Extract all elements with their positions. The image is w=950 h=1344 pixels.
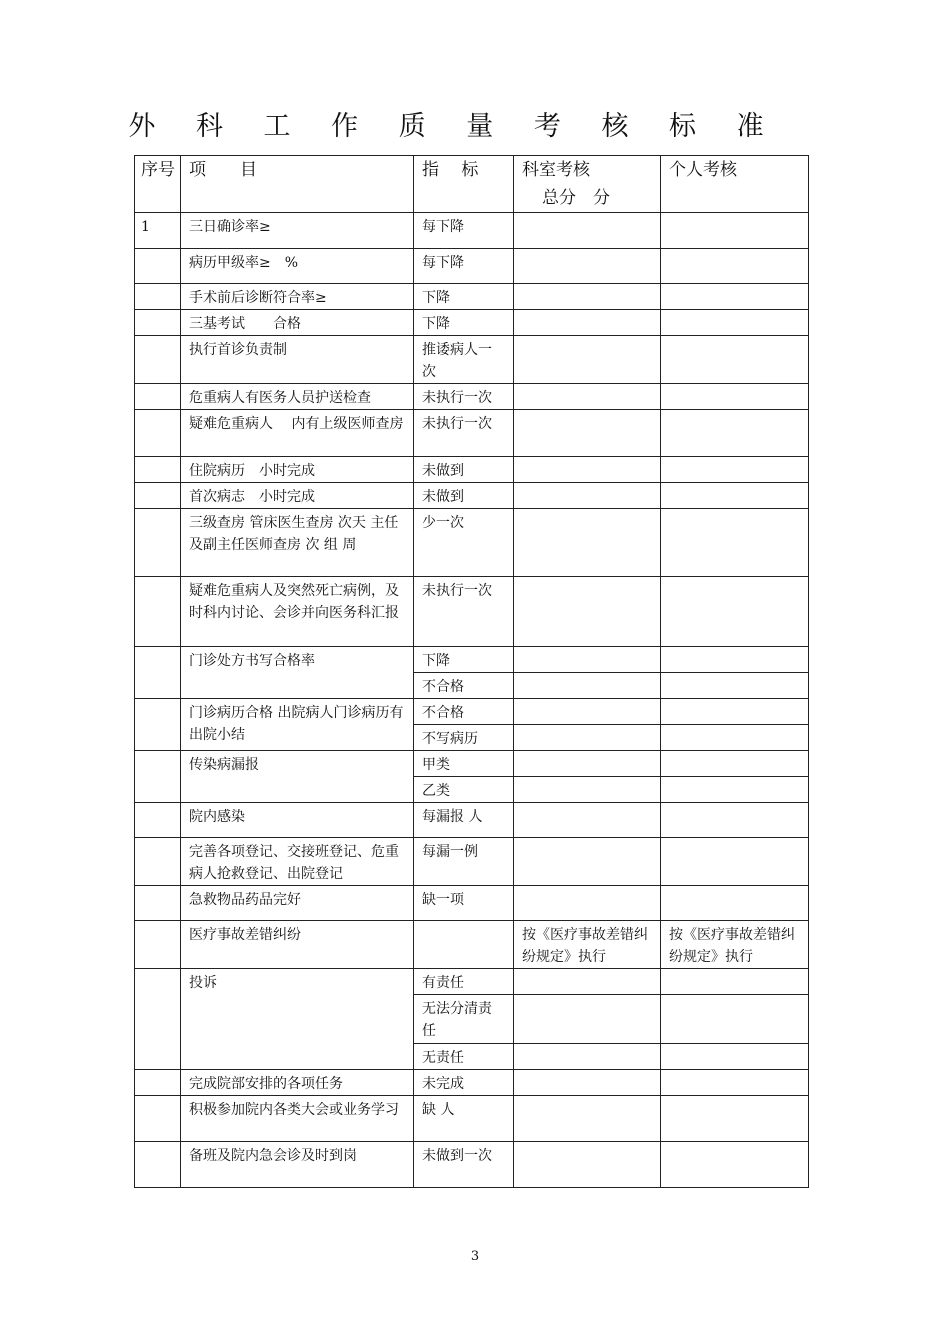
row-personal — [661, 838, 809, 886]
row-seq: 1 — [135, 213, 181, 249]
row-dept — [514, 995, 661, 1044]
row-indicator: 无法分清责任 — [414, 995, 514, 1044]
row-indicator: 甲类 — [414, 751, 514, 777]
row-dept — [514, 699, 661, 725]
row-personal — [661, 886, 809, 921]
row-indicator: 未执行一次 — [414, 577, 514, 647]
row-item: 三日确诊率≥ — [181, 213, 414, 249]
table-row — [135, 699, 809, 725]
row-dept — [514, 886, 661, 921]
row-personal — [661, 1096, 809, 1142]
row-item: 疑难危重病人及突然死亡病例，及时科内讨论、会诊并向医务科汇报 — [181, 577, 414, 647]
row-dept — [514, 410, 661, 457]
table-row — [135, 509, 809, 577]
row-item: 危重病人有医务人员护送检查 — [181, 384, 414, 410]
table-row — [135, 336, 809, 384]
row-seq — [135, 751, 181, 803]
row-personal — [661, 384, 809, 410]
row-dept — [514, 751, 661, 777]
row-indicator: 每下降 — [414, 213, 514, 249]
row-indicator — [414, 921, 514, 969]
row-item: 积极参加院内各类大会或业务学习 — [181, 1096, 414, 1142]
row-personal — [661, 995, 809, 1044]
row-seq — [135, 336, 181, 384]
row-item: 门诊处方书写合格率 — [181, 647, 414, 699]
row-item: 完成院部安排的各项任务 — [181, 1070, 414, 1096]
table-row — [135, 838, 809, 886]
row-seq — [135, 886, 181, 921]
assessment-table — [134, 155, 809, 1188]
row-dept — [514, 249, 661, 284]
header-seq: 序号 — [135, 156, 181, 213]
row-item: 住院病历 小时完成 — [181, 457, 414, 483]
row-seq — [135, 577, 181, 647]
row-item: 医疗事故差错纠纷 — [181, 921, 414, 969]
row-item: 备班及院内急会诊及时到岗 — [181, 1142, 414, 1188]
row-indicator: 未完成 — [414, 1070, 514, 1096]
row-personal — [661, 1142, 809, 1188]
table-row — [135, 249, 809, 284]
row-indicator: 未执行一次 — [414, 410, 514, 457]
table-row — [135, 751, 809, 777]
table-row — [135, 1070, 809, 1096]
row-seq — [135, 647, 181, 699]
table-row — [135, 577, 809, 647]
row-dept — [514, 725, 661, 751]
row-seq — [135, 921, 181, 969]
row-personal — [661, 699, 809, 725]
row-personal: 按《医疗事故差错纠纷规定》执行 — [661, 921, 809, 969]
row-personal — [661, 410, 809, 457]
row-indicator: 每下降 — [414, 249, 514, 284]
row-dept — [514, 483, 661, 509]
row-item: 三基考试 合格 — [181, 310, 414, 336]
row-indicator: 未执行一次 — [414, 384, 514, 410]
row-indicator: 缺 人 — [414, 1096, 514, 1142]
header-row — [135, 156, 809, 213]
row-dept: 按《医疗事故差错纠纷规定》执行 — [514, 921, 661, 969]
row-seq — [135, 1096, 181, 1142]
row-seq — [135, 803, 181, 838]
row-seq — [135, 699, 181, 751]
row-personal — [661, 509, 809, 577]
row-personal — [661, 647, 809, 673]
row-dept — [514, 1096, 661, 1142]
table-row — [135, 647, 809, 673]
row-seq — [135, 969, 181, 1070]
header-indicator: 指 标 — [414, 156, 514, 213]
row-personal — [661, 725, 809, 751]
row-indicator: 未做到 — [414, 457, 514, 483]
row-seq — [135, 838, 181, 886]
row-dept — [514, 457, 661, 483]
page-title: 外 科 工 作 质 量 考 核 标 准 — [128, 111, 780, 142]
row-item: 首次病志 小时完成 — [181, 483, 414, 509]
row-indicator: 推诿病人一次 — [414, 336, 514, 384]
row-indicator: 不合格 — [414, 673, 514, 699]
row-dept — [514, 777, 661, 803]
row-item: 疑难危重病人 内有上级医师查房 — [181, 410, 414, 457]
row-item: 投诉 — [181, 969, 414, 1070]
row-dept — [514, 509, 661, 577]
table-row — [135, 483, 809, 509]
row-item: 传染病漏报 — [181, 751, 414, 803]
row-personal — [661, 777, 809, 803]
row-seq — [135, 509, 181, 577]
row-personal — [661, 751, 809, 777]
table-row — [135, 284, 809, 310]
table-row — [135, 213, 809, 249]
row-indicator: 下降 — [414, 310, 514, 336]
table-row — [135, 1142, 809, 1188]
table-row — [135, 384, 809, 410]
row-personal — [661, 483, 809, 509]
table-row — [135, 457, 809, 483]
row-indicator: 有责任 — [414, 969, 514, 995]
row-personal — [661, 577, 809, 647]
header-item: 项 目 — [181, 156, 414, 213]
row-dept — [514, 1044, 661, 1070]
row-seq — [135, 1070, 181, 1096]
row-dept — [514, 336, 661, 384]
row-seq — [135, 457, 181, 483]
row-item: 急救物品药品完好 — [181, 886, 414, 921]
row-personal — [661, 336, 809, 384]
row-seq — [135, 1142, 181, 1188]
row-indicator: 缺一项 — [414, 886, 514, 921]
row-dept — [514, 647, 661, 673]
row-item: 执行首诊负责制 — [181, 336, 414, 384]
row-personal — [661, 673, 809, 699]
header-dept-total: 总分 分 — [542, 188, 610, 208]
table-row — [135, 1096, 809, 1142]
row-seq — [135, 384, 181, 410]
header-dept-label: 科室考核 — [522, 160, 590, 180]
row-personal — [661, 213, 809, 249]
row-personal — [661, 284, 809, 310]
row-item: 手术前后诊断符合率≥ — [181, 284, 414, 310]
row-dept — [514, 213, 661, 249]
row-item: 病历甲级率≥ % — [181, 249, 414, 284]
row-seq — [135, 483, 181, 509]
row-personal — [661, 457, 809, 483]
row-personal — [661, 969, 809, 995]
row-dept — [514, 1070, 661, 1096]
row-indicator: 不合格 — [414, 699, 514, 725]
table-row — [135, 921, 809, 969]
row-personal — [661, 249, 809, 284]
row-indicator: 乙类 — [414, 777, 514, 803]
row-seq — [135, 249, 181, 284]
row-dept — [514, 284, 661, 310]
row-dept — [514, 673, 661, 699]
row-dept — [514, 969, 661, 995]
row-indicator: 每漏一例 — [414, 838, 514, 886]
page-number: 3 — [470, 1249, 480, 1264]
row-dept — [514, 803, 661, 838]
row-indicator: 无责任 — [414, 1044, 514, 1070]
header-personal: 个人考核 — [661, 156, 809, 213]
row-personal — [661, 1070, 809, 1096]
row-indicator: 下降 — [414, 284, 514, 310]
row-indicator: 每漏报 人 — [414, 803, 514, 838]
row-indicator: 少一次 — [414, 509, 514, 577]
table-row — [135, 310, 809, 336]
row-indicator: 下降 — [414, 647, 514, 673]
row-indicator: 不写病历 — [414, 725, 514, 751]
row-personal — [661, 803, 809, 838]
row-dept — [514, 838, 661, 886]
table-row — [135, 969, 809, 995]
row-dept — [514, 310, 661, 336]
table-row — [135, 886, 809, 921]
row-indicator: 未做到一次 — [414, 1142, 514, 1188]
row-seq — [135, 310, 181, 336]
row-item: 门诊病历合格 出院病人门诊病历有出院小结 — [181, 699, 414, 751]
row-seq — [135, 284, 181, 310]
row-dept — [514, 1142, 661, 1188]
table-row — [135, 410, 809, 457]
row-seq — [135, 410, 181, 457]
row-item: 完善各项登记、交接班登记、危重病人抢救登记、出院登记 — [181, 838, 414, 886]
row-dept — [514, 577, 661, 647]
row-personal — [661, 310, 809, 336]
header-dept — [514, 156, 661, 213]
row-personal — [661, 1044, 809, 1070]
row-item: 院内感染 — [181, 803, 414, 838]
table-row — [135, 803, 809, 838]
row-dept — [514, 384, 661, 410]
row-indicator: 未做到 — [414, 483, 514, 509]
row-item: 三级查房 管床医生查房 次天 主任及副主任医师查房 次 组 周 — [181, 509, 414, 577]
